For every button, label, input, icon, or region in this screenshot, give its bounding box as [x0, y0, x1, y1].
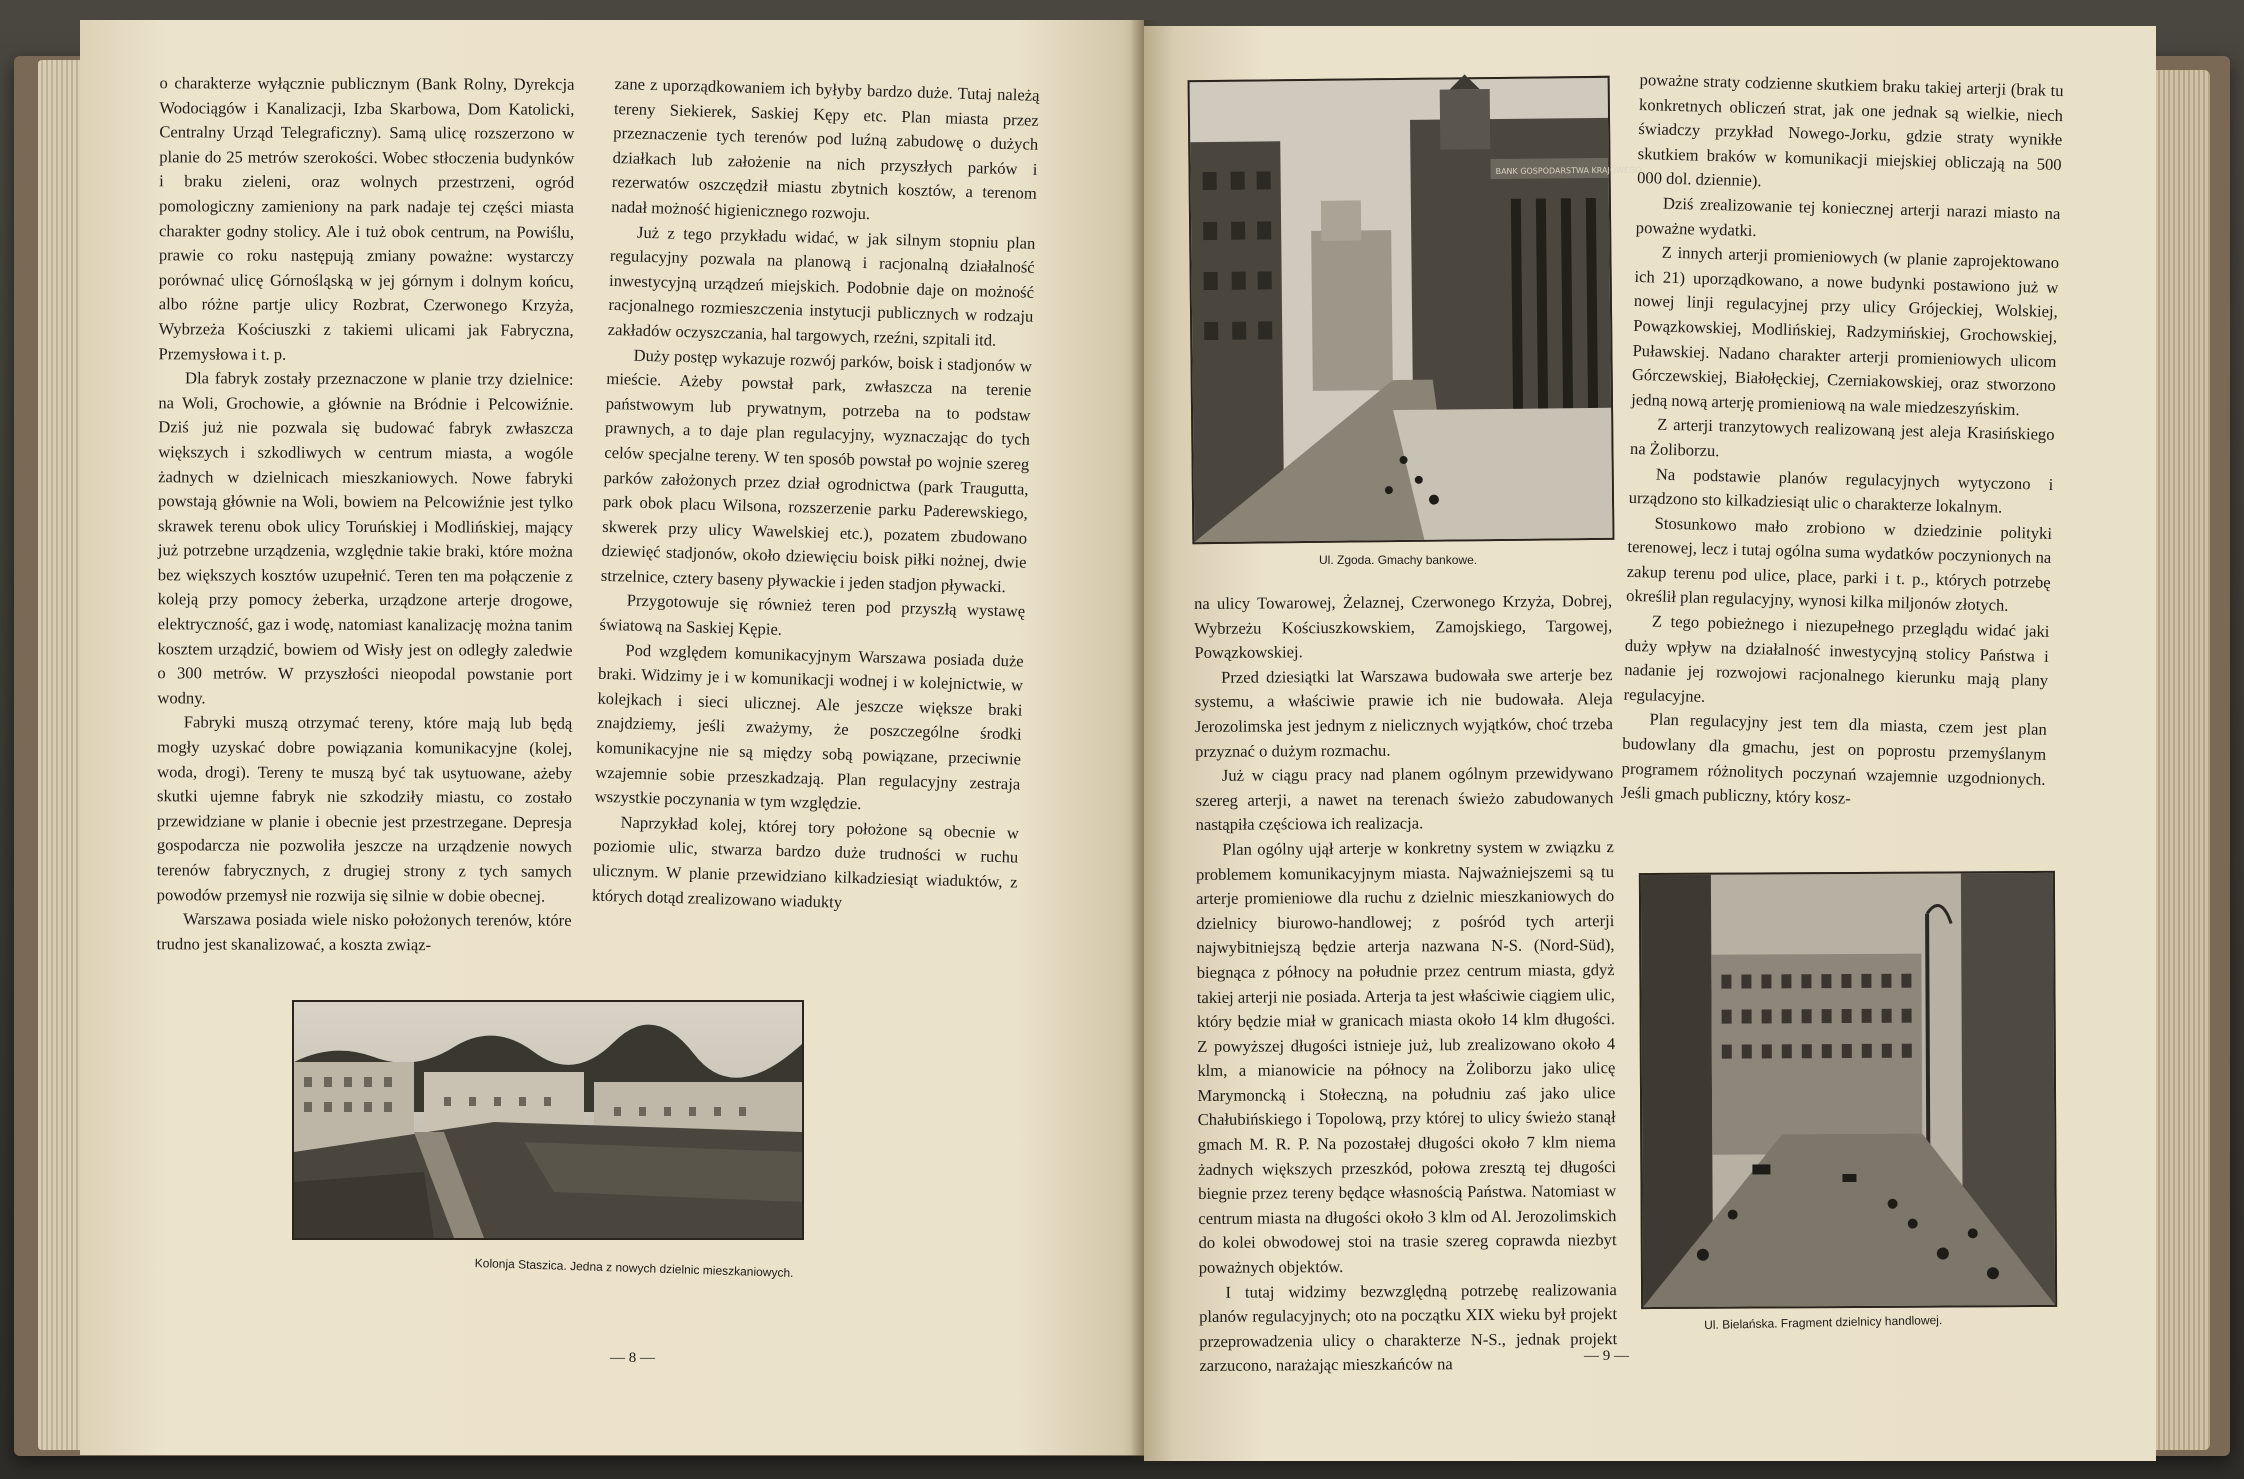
right-page — [1144, 26, 2156, 1461]
paragraph: Stosunkowo mało zrobiono w dziedzinie polityki terenowej, lecz i tutaj ogólna suma wydatków poczynionych na zakup terenu pod ulice, place, parki i t. p., których potrzebę określił plan regulacyjny, wynosi kilka miljonów złotych. — [1625, 513, 2053, 616]
page-number-left: — 8 — — [610, 1350, 655, 1366]
paragraph: o charakterze wyłącznie publicznym (Bank Rolny, Dyrekcja Wodociągów i Kanalizacji, Izba Skarbowa, Dom Katolicki, Centralny Urząd Telegraficzny). Samą ulicę rozszerzono w planie do 25 metrów szerokości. Wobec stłoczenia budynków i braku zieleni, oraz wolnych przestrzeni, ogród pomologiczny zamieniony na park nadaje tej części miasta charakter godny stolicy. Ale i tuż obok centrum, na Powiślu, prawie co roku następują zmiany poważne: wystarczy porównać ulicę Górnośląską w jej górnym i dolnym końcu, albo różne partje ulicy Rozbrat, Czerwonego Krzyża, Wybrzeża Kościuszki z takiemi ulicami jak Fabryczna, Przemysłowa i t. p. — [158, 73, 575, 364]
photo-rooftops-scene — [294, 1002, 802, 1238]
paragraph: Na podstawie planów regulacyjnych wytyczono i urządzono sto kilkadziesiąt ulic o charakterze lokalnym. — [1628, 464, 2054, 517]
bank-sign-text: BANK GOSPODARSTWA KRAJOWEGO — [1495, 165, 1642, 177]
photo-kolonja-staszica — [292, 1000, 804, 1240]
paragraph: poważne straty codzienne skutkiem braku takiej arterji (brak tu konkretnych obliczeń strat, jak one jednak są wielkie, niech świadczy przykład Nowego-Jorku, gdzie straty wynikłe skutkiem braków w komunikacji miejskiej obliczają na 500 000 dol. dziennie). — [1636, 69, 2064, 191]
right-page-column-2 — [1621, 68, 2064, 817]
left-page — [80, 20, 1144, 1455]
photo-bank-buildings — [1190, 78, 1642, 542]
paragraph: Z arterji tranzytowych realizowaną jest aleja Krasińskiego na Żoliborzu. — [1629, 414, 2055, 461]
page-number-right: — 9 — — [1584, 1348, 1629, 1364]
right-page-column-1 — [1194, 589, 1617, 1379]
left-page-column-2 — [592, 72, 1040, 920]
paragraph: Przygotowuje się również teren pod przyszłą wystawę światową na Saskiej Kępie. — [599, 591, 1026, 639]
paragraph: Dla fabryk zostały przeznaczone w planie trzy dzielnice: na Woli, Grochowie, a głównie na Bródnie i Pelcowiźnie. Dziś już nie pozwala się budować fabryk zwłaszcza większych i szkodliwych w centrum miasta, a wogóle żadnych w dzielnicach mieszkaniowych. Nowe fabryki powstają głównie na Woli, bowiem na Pelcowiźnie jest tylko skrawek terenu obok ulicy Toruńskiej i Modlińskiej, mający już potrzebne urządzenia, względnie takie braki, które można bez większych kosztów uzupełnić. Teren ten ma połączenie z koleją przy pomocy żeberka, urządzone arterje drogowe, elektryczność, gaz i wodę, natomiast kanalizację można tanim kosztem urządzić, bowiem od Wisły jest on odległy zaledwie o 300 metrów. W przyszłości nieopodal powstanie port wodny. — [157, 368, 574, 708]
paragraph: Dziś zrealizowanie tej koniecznej arterji narazi miasto na poważne wydatki. — [1635, 193, 2061, 240]
paragraph: Plan ogólny ujął arterje w konkretny system w związku z problemem komunikacyjnym miasta. Najważniejszemi są tu arterje promieniowe dla ruchu z dzielnic mieszkaniowych do dzielnicy biurowo-handlowej; z pośród tych arterji najwybitniejszą będzie arterja nazwana N-S. (Nord-Süd), biegnąca z północy na południe przez centrum miasta, gdyż takiej arterji nie posiada. Arterja ta jest właściwie ciągiem ulic, który będzie miał w granicach miasta około 14 klm długości. Z powyższej długości istnieje już, lub zrealizowano około 4 klm, a mianowicie na północy na Żoliborzu jako ulicę Marymoncką i Stołeczną, na południu zaś jako ulice Chałubińskiego i Topolową, przy której to ulicy świeżo stanął gmach M. R. P. Na pozostałej długości około 7 klm niema żadnych większych przeszkód, połowa zresztą tej długości biegnie przez tereny będące własnością Państwa. Natomiast w centrum miasta na długości około 3 klm od Al. Jerozolimskich do kolei obwodowej stoi na trasie szereg coprawda niezbyt poważnych objektów. — [1195, 837, 1617, 1278]
page-edges-right — [2150, 70, 2210, 1450]
photo-ul-zgoda — [1188, 76, 1642, 544]
paragraph: Naprzykład kolej, której tory położone są obecnie w poziomie ulic, stwarza bardzo duże trudności w ruchu ulicznym. W planie przewidziano kilkadziesiąt wiaduktów, z których dotąd zrealizowano wiadukty — [591, 812, 1020, 912]
paragraph: Plan regulacyjny jest tem dla miasta, czem jest plan budowlany dla gmachu, jest on poprostu przemyślanym programem różnolitych poczynań wzajemnie uzgodnionych. Jeśli gmach publiczny, który kosz- — [1620, 709, 2048, 808]
paragraph: Przed dziesiątki lat Warszawa budowała swe arterje bez systemu, a właściwie prawie ich nie budowała. Aleja Jerozolimska jest jednym z nielicznych wyjątków, choć trzeba przyznać o dużym rozmachu. — [1194, 664, 1613, 761]
photo-caption-zgoda: Ul. Zgoda. Gmachy bankowe. — [1319, 553, 1478, 567]
paragraph: Z tego pobieżnego i niezupełnego przeglądu widać jaki duży wpływ na działalność inwestycyjną stolicy Państwa i nadanie jej rozwojowi racjonalnego kierunku mają plany regulacyjne. — [1623, 611, 2050, 706]
paragraph: zane z uporządkowaniem ich byłyby bardzo duże. Tutaj należą tereny Siekierek, Saskiej Kępy etc. Plan miasta przez przeznaczenie tych terenów pod luźną zabudowę o dużych działkach lub założenie na nich przyszłych parków i rezerwatów oszczędził miastu zbytnich kosztów, a terenom nadał możność higienicznego rozwoju. — [610, 73, 1040, 224]
photo-caption-kolonja: Kolonja Staszica. Jedna z nowych dzielnic mieszkaniowych. — [474, 1256, 794, 1281]
paragraph: Pod względem komunikacyjnym Warszawa posiada duże braki. Widzimy je i w komunikacji wodnej i w kolejnictwie, w kolejkach i sieci ulicznej. Ale jeszcze większe braki znajdziemy, jeśli zważymy, że poszczególne środki komunikacyjne nie są między sobą powiązane, przeciwnie wzajemnie sobie przeszkadzają. Plan regulacyjny zestraja wszystkie poczynania w tym względzie. — [594, 640, 1024, 814]
paragraph: I tutaj widzimy bezwzględną potrzebę realizowania planów regulacyjnych; oto na początku XIX wieku był projekt przeprowadzenia ulicy o charakterze N-S., jednak projekt zarzucono, narażając mieszkańców na — [1198, 1279, 1618, 1376]
photo-ul-bielanska — [1639, 871, 2057, 1309]
left-page-column-1 — [156, 71, 574, 958]
photo-street-scene — [1641, 873, 2055, 1307]
paragraph: na ulicy Towarowej, Żelaznej, Czerwonego Krzyża, Dobrej, Wybrzeżu Kościuszkowskiem, Zamojskiego, Targowej, Powązkowskiej. — [1194, 591, 1613, 663]
paragraph: Fabryki muszą otrzymać tereny, które mają lub będą mogły uzyskać dobre powiązania komunikacyjne (kolej, woda, drogi). Tereny te muszą być tak usytuowane, ażeby skutki ujemne fabryk nie szkodziły miastu, co zostało przewidziane w planie i obecnie jest przestrzegane. Depresja gospodarcza nie pozwoliła jeszcze na urządzenie nowych terenów fabrycznych, z drugiej strony z tych samych powodów przemysł nie rozwija się silnie w dobie obecnej. — [156, 712, 573, 906]
paragraph: Warszawa posiada wiele nisko położonych terenów, które trudno jest skanalizować, a koszta związ- — [156, 909, 572, 955]
paragraph: Już z tego przykładu widać, w jak silnym stopniu plan regulacyjny pozwala na planową i racjonalną działalność inwestycyjną urządzeń miejskich. Podobnie daje on możność racjonalnego rozmieszczenia instytucji publicznych w rodzaju zakładów oczyszczania, hal targowych, rzeźni, szpitali itd. — [607, 222, 1036, 350]
paragraph: Duży postęp wykazuje rozwój parków, boisk i stadjonów w mieście. Ażeby powstał park, zwłaszcza na terenie państwowym lub prywatnym, potrzeba na to podstaw prawnych, a to daje plan regulacyjny, wyznaczając do tych celów specjalne tereny. W ten sposób powstał po wojnie szereg parków założonych przez dział ogrodnictwa (park Traugutta, park obok placu Wilsona, rozszerzenie parku Paderewskiego, skwerek przy ulicy Wawelskiej etc.), pozatem zbudowano dziewięć stadjonów, około dziewięciu boisk piłki nożnej, dwie strzelnice, cztery baseny pływackie i jeden stadjon pływacki. — [600, 345, 1033, 596]
photo-caption-bielanska: Ul. Bielańska. Fragment dzielnicy handlowej. — [1704, 1313, 1943, 1332]
paragraph: Już w ciągu pracy nad planem ogólnym przewidywano szereg arterji, a nawet na terenach świeżo zabudowanych nastąpiła częściowa ich realizacja. — [1195, 763, 1614, 835]
paragraph: Z innych arterji promieniowych (w planie zaprojektowano ich 21) uporządkowano, a nowe budynki postawiono już w nowej linji regulacyjnej przy ulicy Grójeckiej, Wolskiej, Powązkowskiej, Modlińskiej, Radzymińskiej, Grochowskiej, Puławskiej. Nadano charakter arterji promieniowych ulicom Górczewskiej, Białołęckiej, Czerniakowskiej, oraz stworzono jedną nową arterję promieniową na wale miedzeszyńskim. — [1631, 242, 2060, 419]
